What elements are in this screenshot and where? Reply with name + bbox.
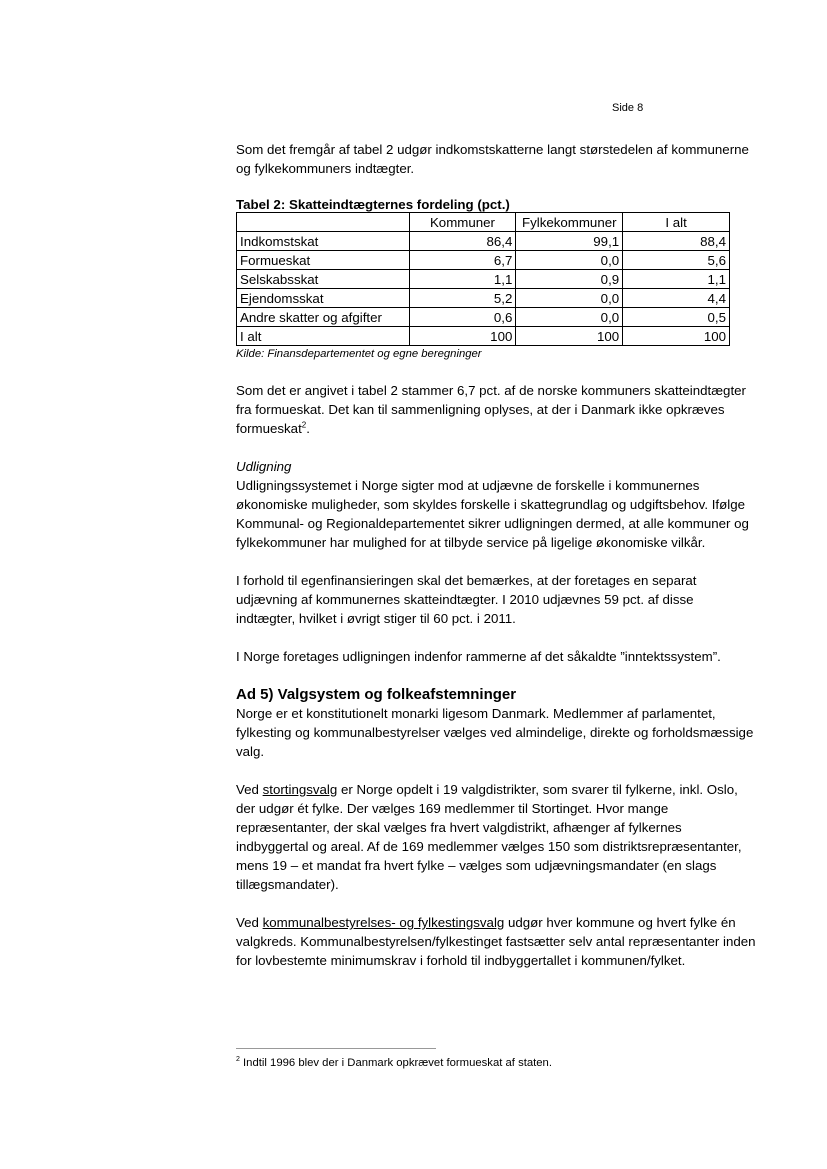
table-row xyxy=(237,289,730,308)
footnote-reference[interactable]: 2 xyxy=(301,420,307,430)
row-label: Indkomstskat xyxy=(237,232,410,251)
page-content xyxy=(236,140,756,970)
table-title: Tabel 2: Skatteindtægternes fordeling (pct.) xyxy=(236,197,510,212)
cell-total: 100 xyxy=(623,327,730,346)
table-header-row xyxy=(237,213,730,232)
stortingsvalg-pre: Ved xyxy=(236,782,263,797)
row-label: Ejendomsskat xyxy=(237,289,410,308)
row-label: Selskabsskat xyxy=(237,270,410,289)
stortingsvalg-paragraph xyxy=(236,780,756,894)
egenfinansiering-paragraph: I forhold til egenfinansieringen skal det bemærkes, at der foretages en separat udjævning af kommunernes skatteindtægter. I 2010 udjævnes 59 pct. af disse indtægter, hvilket i øvrigt stiger til 60 pct. i 2011. xyxy=(236,573,697,626)
table-row-total xyxy=(237,327,730,346)
cell-kommuner: 1,1 xyxy=(409,270,516,289)
cell-total: 4,4 xyxy=(623,289,730,308)
cell-kommuner: 0,6 xyxy=(409,308,516,327)
cell-kommuner: 5,2 xyxy=(409,289,516,308)
row-label: Andre skatter og afgifter xyxy=(237,308,410,327)
cell-fylke: 99,1 xyxy=(516,232,623,251)
formueskat-paragraph xyxy=(236,381,756,438)
cell-total: 0,5 xyxy=(623,308,730,327)
row-label: I alt xyxy=(237,327,410,346)
udligning-heading: Udligning xyxy=(236,459,292,474)
kommunalvalg-post: udgør hver kommune og hvert fylke én valgkreds. Kommunalbestyrelsen/fylkestinget fastsætter selv antal repræsentanter inden for lovbestemte minimumskrav i forhold til indbyggertallet i kommunen/fylket. xyxy=(236,915,756,968)
inntektssystem-paragraph: I Norge foretages udligningen indenfor rammerne af det såkaldte ”inntektssystem”. xyxy=(236,649,721,664)
cell-fylke: 0,0 xyxy=(516,289,623,308)
cell-total: 88,4 xyxy=(623,232,730,251)
column-header-i-alt: I alt xyxy=(623,213,730,232)
footnote-text: Indtil 1996 blev der i Danmark opkrævet formueskat af staten. xyxy=(239,1057,552,1069)
intro-paragraph: Som det fremgår af tabel 2 udgør indkomstskatterne langt størstedelen af kommunerne og fylkekommuners indtægter. xyxy=(236,142,749,176)
stortingsvalg-underlined: stortingsvalg xyxy=(262,782,338,797)
table-row xyxy=(237,251,730,270)
table-source: Kilde: Finansdepartementet og egne beregninger xyxy=(236,348,482,360)
cell-fylke: 0,0 xyxy=(516,308,623,327)
formueskat-text: Som det er angivet i tabel 2 stammer 6,7 pct. af de norske kommuners skatteindtægter fra formueskat. Det kan til sammenligning oplyses, at der i Danmark ikke opkræves formueskat xyxy=(236,383,746,436)
formueskat-text-end: . xyxy=(306,421,310,436)
kommunalvalg-pre: Ved xyxy=(236,915,263,930)
kommunalvalg-underlined: kommunalbestyrelses- og fylkestingsvalg xyxy=(262,915,505,930)
footnote xyxy=(236,1056,552,1071)
cell-kommuner: 6,7 xyxy=(409,251,516,270)
section-heading-valgsystem: Ad 5) Valgsystem og folkeafstemninger xyxy=(236,686,517,703)
monarki-paragraph: Norge er et konstitutionelt monarki ligesom Danmark. Medlemmer af parlamentet, fylkesting og kommunalbestyrelser vælges ved almindelige, direkte og forholdsmæssige valg. xyxy=(236,706,754,759)
footnote-number: 2 xyxy=(236,1056,240,1064)
kommunalvalg-paragraph xyxy=(236,913,756,970)
cell-kommuner: 100 xyxy=(409,327,516,346)
cell-kommuner: 86,4 xyxy=(409,232,516,251)
table-row xyxy=(237,232,730,251)
cell-fylke: 100 xyxy=(516,327,623,346)
cell-fylke: 0,9 xyxy=(516,270,623,289)
column-header-fylkekommuner: Fylkekommuner xyxy=(516,213,623,232)
row-label: Formueskat xyxy=(237,251,410,270)
cell-fylke: 0,0 xyxy=(516,251,623,270)
table-row xyxy=(237,308,730,327)
udligning-paragraph: Udligningssystemet i Norge sigter mod at udjævne de forskelle i kommunernes økonomiske muligheder, som skyldes forskelle i skattegrundlag og udgiftsbehov. Ifølge Kommunal- og Regionaldepartementet sikrer udligningen dermed, at alle kommuner og fylkekommuner har mulighed for at tilbyde service på ligelige økonomiske vilkår. xyxy=(236,478,749,550)
table-row xyxy=(237,270,730,289)
cell-total: 1,1 xyxy=(623,270,730,289)
footnote-divider xyxy=(236,1048,436,1049)
column-header xyxy=(237,213,410,232)
tax-distribution-table xyxy=(236,212,730,346)
cell-total: 5,6 xyxy=(623,251,730,270)
column-header-kommuner: Kommuner xyxy=(409,213,516,232)
page-number: Side 8 xyxy=(612,102,644,114)
stortingsvalg-post: er Norge opdelt i 19 valgdistrikter, som svarer til fylkerne, inkl. Oslo, der udgør ét fylke. Der vælges 169 medlemmer til Stortinget. Hvor mange repræsentanter, der skal vælges fra hvert valgdistrikt, afhænger af fylkernes indbyggertal og areal. Af de 169 medlemmer vælges 150 som distriktsrepræsentanter, mens 19 – et mandat fra hvert fylke – vælges som udjævningsmandater (en slags tillægsmandater). xyxy=(236,782,742,892)
